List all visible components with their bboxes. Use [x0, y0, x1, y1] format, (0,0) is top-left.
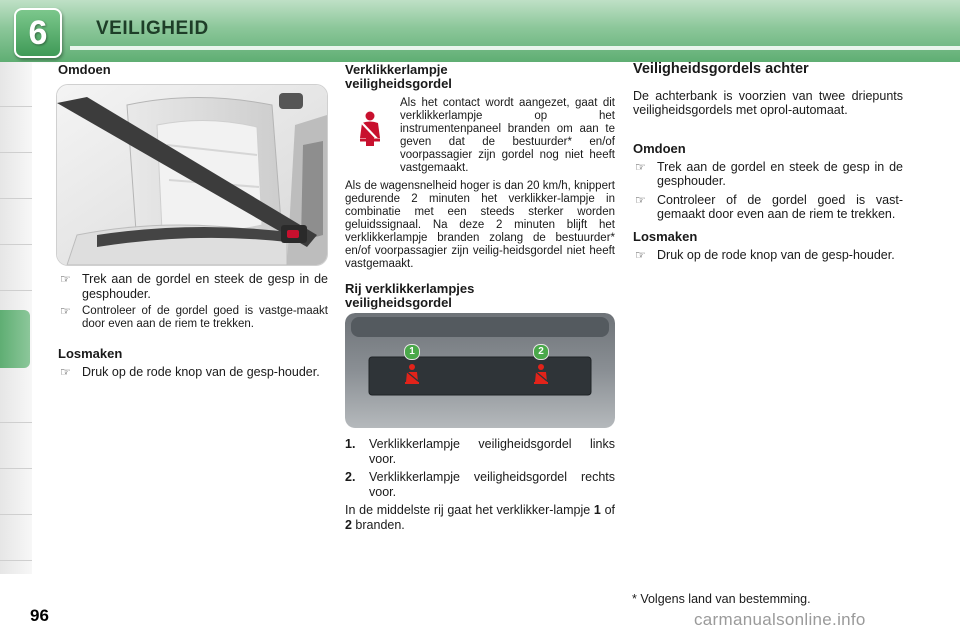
seatbelt-warning-icon — [350, 110, 390, 150]
heading-seatbelt-lamp: Verklikkerlampje veiligheidsgordel — [345, 62, 452, 91]
pointing-hand-icon: ☞ — [60, 304, 71, 318]
chapter-tab-5[interactable] — [0, 246, 32, 291]
list-item: ☞ Druk op de rode knop van de gesp-houder. — [60, 365, 320, 379]
lamp-legend — [345, 437, 615, 532]
heading-release-front: Losmaken — [58, 346, 123, 361]
heading-lamp-row: Rij verklikkerlampjes veiligheidsgordel — [345, 281, 475, 310]
left-column — [58, 63, 328, 77]
pointing-hand-icon: ☞ — [60, 272, 71, 286]
list-item: ☞ Controleer of de gordel goed is vast-gemaakt door even aan de riem te trekken. — [635, 192, 903, 221]
rear-intro: De achterbank is voorzien van twee driepunts veiligheidsgordels met oprol-automaat. — [633, 88, 903, 117]
heading-rear-belts: Veiligheidsgordels achter — [633, 61, 809, 77]
list-item: ☞ Druk op de rode knop van de gesp-houder. — [635, 247, 895, 262]
heading-release-rear: Losmaken — [633, 228, 698, 244]
lamp-description: Als het contact wordt aangezet, gaat dit verklikkerlampje op het instrumentenpaneel branden om aan te geven dat de bestuurder* en/of voorpassagier zijn gordel nog niet heeft vastgemaakt. — [400, 97, 615, 174]
speed-warning-text: Als de wagensnelheid hoger is dan 20 km/h, knippert gedurende 2 minuten het verklikker-lampje in combinatie met een steeds sterker worden geluidssignaal. Na deze 2 minuten blijft het verklikkerlampje branden zolang de bestuurder* en/of voorpassagier zijn veilig-heidsgordel niet heeft vastgemaakt. — [345, 180, 615, 270]
row-heading-container — [345, 282, 615, 310]
list-item: 2. Verklikkerlampje veiligheidsgordel rechts voor. — [345, 470, 615, 499]
warning-lamp-panel-image — [345, 313, 615, 428]
chapter-badge: 6 — [14, 8, 62, 58]
chapter-tab-10[interactable] — [0, 516, 32, 561]
seatbelt-lamp-left-icon — [402, 363, 422, 387]
pointing-hand-icon: ☞ — [635, 192, 646, 207]
chapter-tab-7[interactable] — [0, 378, 32, 423]
right-column — [633, 62, 903, 266]
chapter-tab-1[interactable] — [0, 62, 32, 107]
heading-fasten-front: Omdoen — [58, 62, 111, 77]
pointing-hand-icon: ☞ — [635, 159, 646, 174]
watermark: carmanualsonline.info — [694, 610, 866, 629]
closing-paragraph: In de middelste rij gaat het verklikker-lampje 1 of 2 branden. — [345, 503, 615, 532]
footnote: * Volgens land van bestemming. — [632, 592, 811, 606]
list-item: 1. Verklikkerlampje veiligheidsgordel links voor. — [345, 437, 615, 466]
middle-column — [345, 63, 615, 91]
seatbelt-lamp-right-icon — [531, 363, 551, 387]
pointing-hand-icon: ☞ — [635, 247, 646, 262]
chapter-tab-8[interactable] — [0, 424, 32, 469]
list-item: ☞ Trek aan de gordel en steek de gesp in de gesphouder. — [60, 272, 328, 301]
lamp-number-badge: 1 — [404, 344, 420, 360]
pointing-hand-icon: ☞ — [60, 365, 71, 379]
chapter-tab-3[interactable] — [0, 154, 32, 199]
heading-fasten-rear: Omdoen — [633, 140, 686, 156]
header-divider — [70, 46, 960, 50]
lamp-number-badge: 2 — [533, 344, 549, 360]
chapter-tab-2[interactable] — [0, 108, 32, 153]
page-number: 96 — [30, 606, 49, 625]
chapter-tab-6-active[interactable] — [0, 310, 30, 368]
chapter-tab-4[interactable] — [0, 200, 32, 245]
chapter-tab-9[interactable] — [0, 470, 32, 515]
page-title: VEILIGHEID — [96, 18, 209, 39]
left-instructions — [58, 272, 328, 384]
list-item: ☞ Controleer of de gordel goed is vastge-maakt door even aan de riem te trekken. — [60, 304, 328, 330]
list-item: ☞ Trek aan de gordel en steek de gesp in de gesphouder. — [635, 159, 903, 188]
seat-belt-illustration — [56, 84, 328, 266]
chapter-tab-rail — [0, 62, 32, 574]
